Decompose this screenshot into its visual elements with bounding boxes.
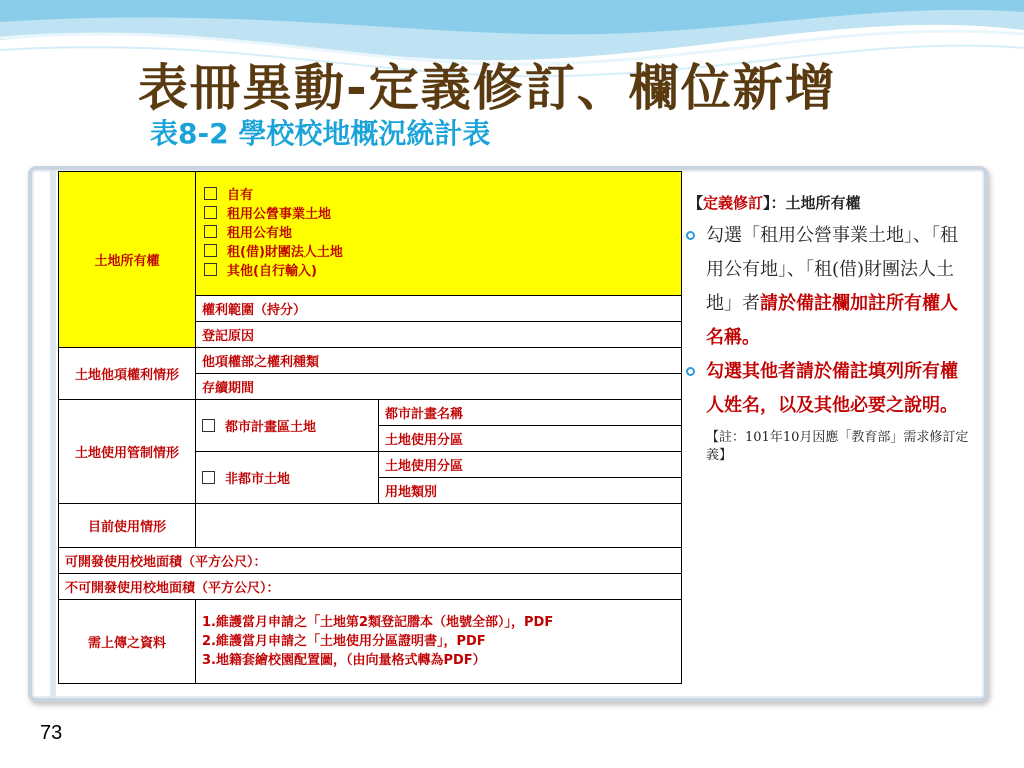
other-rights-type-field: 他項權部之權利種類 xyxy=(196,348,682,374)
current-use-value[interactable] xyxy=(196,504,682,548)
land-use-control-label: 土地使用管制情形 xyxy=(59,400,196,504)
option-public-enterprise[interactable]: 租用公營事業土地 xyxy=(204,205,673,224)
upload-docs-label: 需上傳之資料 xyxy=(59,600,196,684)
footnote: 【註：101年10月因應「教育部」需求修訂定義】 xyxy=(706,430,969,463)
checkbox-icon[interactable] xyxy=(204,225,217,238)
land-category-field: 用地類別 xyxy=(379,478,682,504)
urban-land-option[interactable]: 都市計畫區土地 xyxy=(196,400,379,452)
page-subtitle: 表8-2 學校校地概況統計表 xyxy=(150,117,491,150)
option-foundation-land[interactable]: 租(借)財團法人土地 xyxy=(204,243,673,262)
non-developable-area-field: 不可開發使用校地面積（平方公尺）： xyxy=(59,574,682,600)
page-number: 73 xyxy=(40,722,63,744)
checkbox-icon[interactable] xyxy=(202,419,215,432)
checkbox-icon[interactable] xyxy=(202,471,215,484)
land-use-zone-field-2: 土地使用分區 xyxy=(379,452,682,478)
developable-area-field: 可開發使用校地面積（平方公尺）： xyxy=(59,548,682,574)
other-rights-label: 土地他項權利情形 xyxy=(59,348,196,400)
duration-field: 存續期間 xyxy=(196,374,682,400)
checkbox-icon[interactable] xyxy=(204,187,217,200)
checkbox-icon[interactable] xyxy=(204,263,217,276)
registration-reason-field: 登記原因 xyxy=(196,322,682,348)
land-statistics-form xyxy=(58,171,682,684)
upload-item: 1.維護當月申請之「土地第2類登記謄本（地號全部）」，PDF xyxy=(202,615,554,630)
option-owned[interactable]: 自有 xyxy=(204,186,673,205)
upload-docs-list xyxy=(196,600,682,684)
land-use-zone-field: 土地使用分區 xyxy=(379,426,682,452)
option-public-land[interactable]: 租用公有地 xyxy=(204,224,673,243)
right-scope-field: 權利範圍（持分） xyxy=(196,296,682,322)
note-bullet-2: 勾選其他者請於備註填列所有權人姓名，以及其他必要之說明。 xyxy=(684,355,963,423)
upload-item: 2.維護當月申請之「土地使用分區證明書」，PDF xyxy=(202,634,486,649)
checkbox-icon[interactable] xyxy=(204,206,217,219)
urban-plan-name-field: 都市計畫名稱 xyxy=(379,400,682,426)
bullet-icon xyxy=(686,231,695,240)
checkbox-icon[interactable] xyxy=(204,244,217,257)
current-use-label: 目前使用情形 xyxy=(59,504,196,548)
note-bullet-1: 勾選「租用公營事業土地」、「租用公有地」、「租(借)財團法人土地」者請於備註欄加註所有權人名稱。 xyxy=(684,219,963,355)
non-urban-land-option[interactable]: 非都市土地 xyxy=(196,452,379,504)
land-ownership-label: 土地所有權 xyxy=(59,172,196,348)
page-title: 表冊異動-定義修訂、欄位新增 xyxy=(138,59,837,117)
option-other[interactable]: 其他(自行輸入) xyxy=(204,262,673,281)
ownership-options xyxy=(196,172,682,296)
bullet-icon xyxy=(686,367,695,376)
definition-notes xyxy=(684,192,969,465)
notes-heading: 【定義修訂】：土地所有權 xyxy=(688,194,861,212)
upload-item: 3.地籍套繪校園配置圖，（由向量格式轉為PDF） xyxy=(202,653,486,668)
